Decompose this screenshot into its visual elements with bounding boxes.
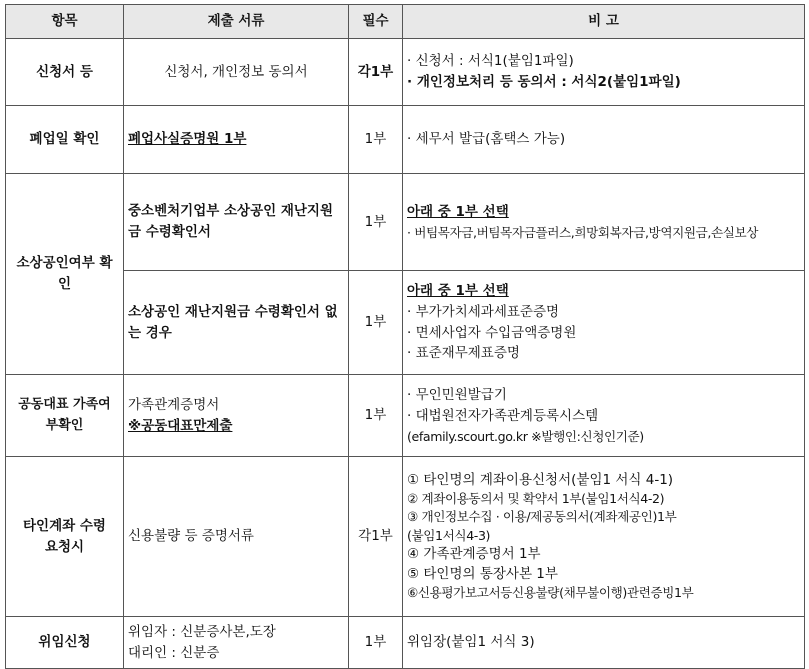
docs-cell: 소상공인 재난지원금 수령확인서 없는 경우 <box>124 271 349 375</box>
notes-cell <box>403 106 805 174</box>
notes-cell <box>403 457 805 617</box>
table-row-closure <box>6 106 805 174</box>
item-cell: 폐업일 확인 <box>6 106 124 174</box>
item-label: 타인계좌 수령 요청시 <box>23 517 106 555</box>
table-row-application <box>6 39 805 106</box>
note-line: · 부가가치세과세표준증명 <box>407 303 560 320</box>
note-line: (efamily.scourt.go.kr ※발행인:신청인기준) <box>407 428 644 444</box>
note-line: ② 계좌이용동의서 및 확약서 1부(붙임1서식4-2) <box>407 491 665 507</box>
item-cell: 위임신청 <box>6 617 124 669</box>
docs-cell: 신용불량 등 증명서류 <box>124 457 349 617</box>
note-line: · 버팀목자금,버팀목자금플러스,희망회복자금,방역지원금,손실보상 <box>407 224 759 240</box>
note-line: ① 타인명의 계좌이용신청서(붙임1 서식 4-1) <box>407 471 674 488</box>
note-line: · 표준재무제표증명 <box>407 345 520 362</box>
note-line: · 신청서 : 서식1(붙임1파일) <box>407 53 574 70</box>
note-line: ⑤ 타인명의 통장사본 1부 <box>407 565 558 582</box>
docs-cell <box>124 375 349 457</box>
docs-cell <box>124 617 349 669</box>
notes-cell <box>403 174 805 271</box>
note-title: 아래 중 1부 선택 <box>407 203 509 220</box>
required-cell: 1부 <box>349 174 403 271</box>
requirements-table <box>5 4 805 669</box>
note-line: (붙임1서식4-3) <box>407 527 491 543</box>
required-cell: 1부 <box>349 617 403 669</box>
note-line: 위임장(붙임1 서식 3) <box>407 634 535 651</box>
notes-cell <box>403 271 805 375</box>
note-line: ④ 가족관계증명서 1부 <box>407 545 541 562</box>
item-label: 소상공인여부 확인 <box>16 255 113 292</box>
docs-line: 대리인 : 신분증 <box>128 644 220 661</box>
notes-cell <box>403 375 805 457</box>
note-line: · 세무서 발급(홈택스 가능) <box>407 131 566 148</box>
required-cell: 각1부 <box>349 457 403 617</box>
item-label: 공동대표 가족여부확인 <box>18 397 111 433</box>
item-cell <box>6 457 124 617</box>
table-row-proxy <box>6 617 805 669</box>
item-cell <box>6 174 124 375</box>
required-cell: 1부 <box>349 106 403 174</box>
table-row-other-account <box>6 457 805 617</box>
note-line: ③ 개인정보수집 · 이용/제공동의서(계좌제공인)1부 <box>407 509 677 525</box>
header-item: 항목 <box>6 5 124 39</box>
required-cell: 각1부 <box>349 39 403 106</box>
header-docs: 제출 서류 <box>124 5 349 39</box>
note-line: · 개인정보처리 등 동의서 : 서식2(붙임1파일) <box>407 74 681 90</box>
header-required: 필수 <box>349 5 403 39</box>
table-row-joint-rep <box>6 375 805 457</box>
docs-cell: 중소벤처기업부 소상공인 재난지원금 수령확인서 <box>124 174 349 271</box>
item-cell: 신청서 등 <box>6 39 124 106</box>
docs-note: ※공동대표만제출 <box>128 417 233 434</box>
table-row-small-biz-1 <box>6 174 805 271</box>
note-title: 아래 중 1부 선택 <box>407 282 509 299</box>
table-row-small-biz-2 <box>6 271 805 375</box>
notes-cell <box>403 617 805 669</box>
note-line: · 무인민원발급기 <box>407 386 507 403</box>
header-row <box>6 5 805 39</box>
note-line: · 면세사업자 수입금액증명원 <box>407 324 577 341</box>
docs-line: 가족관계증명서 <box>128 396 220 413</box>
required-cell: 1부 <box>349 271 403 375</box>
notes-cell <box>403 39 805 106</box>
docs-cell: 폐업사실증명원 1부 <box>124 106 349 174</box>
header-notes: 비 고 <box>403 5 805 39</box>
docs-cell: 신청서, 개인정보 동의서 <box>124 39 349 106</box>
note-line: · 대법원전자가족관계등록시스템 <box>407 407 599 424</box>
required-cell: 1부 <box>349 375 403 457</box>
note-line: ⑥신용평가보고서등신용불량(채무불이행)관련증빙1부 <box>407 585 694 601</box>
item-cell <box>6 375 124 457</box>
docs-line: 위임자 : 신분증사본,도장 <box>128 623 276 640</box>
